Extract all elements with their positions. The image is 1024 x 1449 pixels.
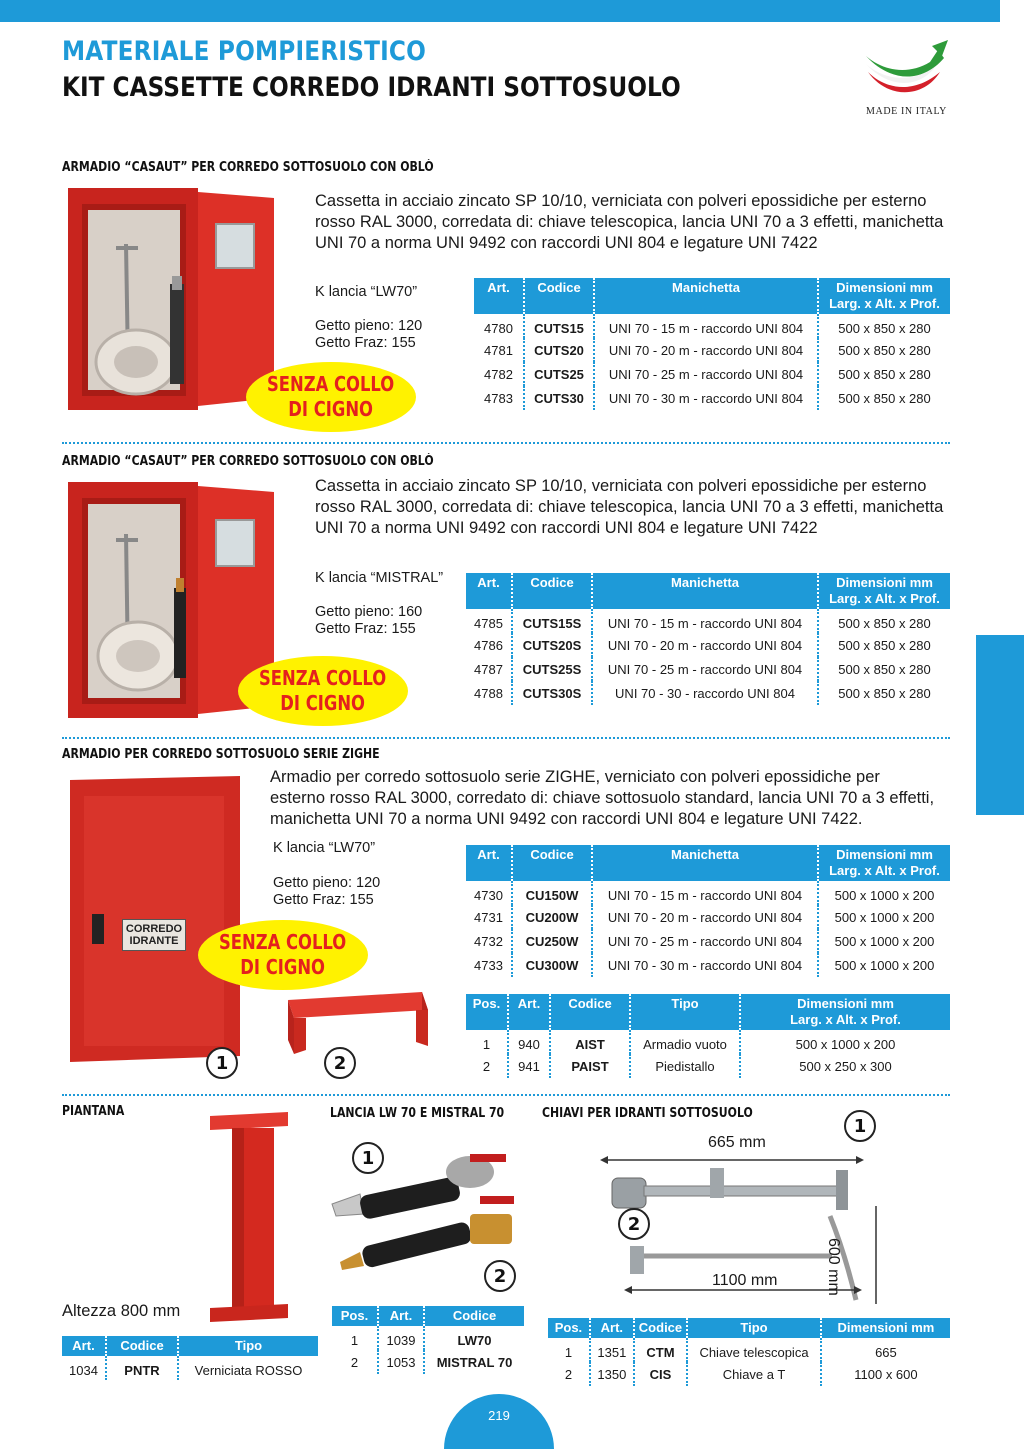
cell-art: 1351 bbox=[590, 1338, 634, 1362]
description-line: Cassetta in acciaio zincato SP 10/10, verniciata con polveri epossidiche per esterno bbox=[315, 477, 927, 495]
made-in-italy-label: MADE IN ITALY bbox=[866, 106, 947, 117]
badge-line1: SENZA COLLO bbox=[267, 372, 395, 396]
dim-header-line1: Dimensioni mm bbox=[797, 996, 894, 1011]
section1-getto-pieno: Getto pieno: 120 bbox=[315, 318, 423, 334]
description-line: esterno rosso RAL 3000, corredato di: chiave sottosuolo standard, lancia UNI 70 a 3 effetti, bbox=[270, 789, 935, 807]
cell-dimensioni: 665 bbox=[821, 1338, 950, 1362]
cell-codice: CU250W bbox=[512, 929, 592, 953]
section2-heading: ARMADIO “CASAUT” PER CORREDO SOTTOSUOLO CON OBLÒ bbox=[62, 454, 434, 469]
table-row bbox=[474, 362, 950, 386]
cell-dimensioni: 500 x 850 x 280 bbox=[818, 657, 950, 681]
cell-art: 1034 bbox=[69, 1362, 98, 1378]
col-pos: Pos. bbox=[332, 1306, 378, 1326]
cell-dimensioni: 500 x 1000 x 200 bbox=[818, 929, 950, 953]
col-codice: Codice bbox=[634, 1318, 687, 1338]
col-dimensioni bbox=[818, 278, 950, 314]
table-row bbox=[466, 905, 950, 929]
cell-codice: AIST bbox=[550, 1030, 630, 1054]
col-codice: Codice bbox=[512, 845, 592, 881]
dim-header-line1: Dimensioni mm bbox=[836, 280, 933, 295]
section3-getto-fraz: Getto Fraz: 155 bbox=[273, 892, 374, 908]
cell-art: 4781 bbox=[484, 342, 513, 358]
side-tab-marker bbox=[976, 635, 1024, 815]
cell-codice: PNTR bbox=[106, 1356, 178, 1380]
description-line: UNI 70 a norma UNI 9492 con raccordi UNI 804 e legature UNI 7422 bbox=[315, 234, 818, 252]
badge-line1: SENZA COLLO bbox=[259, 666, 387, 690]
cell-codice: MISTRAL 70 bbox=[424, 1350, 524, 1374]
dim-header-line1: Dimensioni mm bbox=[836, 847, 933, 862]
cell-dimensioni: 500 x 850 x 280 bbox=[818, 362, 950, 386]
section-separator bbox=[62, 737, 950, 739]
cell-dimensioni: 500 x 250 x 300 bbox=[740, 1054, 950, 1078]
italian-flag-logo bbox=[862, 36, 952, 106]
cell-dimensioni: 500 x 850 x 280 bbox=[818, 338, 950, 362]
table-row bbox=[466, 609, 950, 633]
section2-getto-fraz: Getto Fraz: 155 bbox=[315, 621, 416, 637]
table-row bbox=[474, 338, 950, 362]
table-row bbox=[466, 1054, 950, 1078]
cell-codice: CUTS15S bbox=[512, 609, 592, 633]
dim-665: 665 mm bbox=[708, 1134, 766, 1151]
cell-pos: 1 bbox=[482, 1036, 491, 1052]
badge-line2: DI CIGNO bbox=[280, 691, 366, 715]
cabinet-label-plate bbox=[122, 919, 186, 951]
badge-line1: SENZA COLLO bbox=[219, 930, 347, 954]
table-row bbox=[332, 1326, 524, 1350]
chiavi-label-1: 1 bbox=[844, 1110, 876, 1142]
section3-pos-table bbox=[466, 994, 950, 1078]
cell-tipo: Armadio vuoto bbox=[630, 1030, 740, 1054]
page-number-badge bbox=[444, 1394, 554, 1449]
cell-art: 4733 bbox=[474, 957, 503, 973]
col-tipo: Tipo bbox=[178, 1336, 318, 1356]
position-label-1: 1 bbox=[206, 1047, 238, 1079]
col-codice: Codice bbox=[106, 1336, 178, 1356]
col-art: Art. bbox=[466, 845, 512, 881]
table-row bbox=[474, 314, 950, 338]
section1-heading: ARMADIO “CASAUT” PER CORREDO SOTTOSUOLO CON OBLÒ bbox=[62, 160, 434, 175]
table-row bbox=[466, 953, 950, 977]
table-row bbox=[474, 386, 950, 410]
table-row bbox=[548, 1362, 950, 1386]
cell-pos: 2 bbox=[482, 1058, 491, 1074]
dim-header-line1: Dimensioni mm bbox=[836, 575, 933, 590]
cell-dimensioni: 500 x 1000 x 200 bbox=[818, 905, 950, 929]
cell-art: 4788 bbox=[474, 685, 503, 701]
table-row bbox=[548, 1338, 950, 1362]
lancia-table bbox=[332, 1306, 524, 1374]
description-line: Cassetta in acciaio zincato SP 10/10, verniciata con polveri epossidiche per esterno bbox=[315, 192, 927, 210]
cell-dimensioni: 500 x 1000 x 200 bbox=[740, 1030, 950, 1054]
col-manichetta: Manichetta bbox=[592, 845, 818, 881]
senza-collo-di-cigno-badge bbox=[198, 920, 368, 990]
cell-art: 4780 bbox=[484, 320, 513, 336]
cell-codice: CU200W bbox=[512, 905, 592, 929]
cell-tipo: Piedistallo bbox=[630, 1054, 740, 1078]
lancia-label-2: 2 bbox=[484, 1260, 516, 1292]
cell-codice: CIS bbox=[634, 1362, 687, 1386]
col-dimensioni bbox=[818, 573, 950, 609]
table-row bbox=[466, 657, 950, 681]
col-codice: Codice bbox=[524, 278, 594, 314]
dim-600: 600 mm bbox=[825, 1238, 842, 1296]
page-number: 219 bbox=[488, 1408, 510, 1423]
col-manichetta: Manichetta bbox=[594, 278, 818, 314]
cell-art: 4785 bbox=[474, 615, 503, 631]
cabinet-label-line2: IDRANTE bbox=[129, 935, 179, 947]
cell-dimensioni: 500 x 850 x 280 bbox=[818, 386, 950, 410]
col-codice: Codice bbox=[550, 994, 630, 1030]
cell-codice: LW70 bbox=[424, 1326, 524, 1350]
cell-art: 941 bbox=[508, 1054, 550, 1078]
cell-dimensioni: 500 x 850 x 280 bbox=[818, 681, 950, 705]
section2-getto-pieno: Getto pieno: 160 bbox=[315, 604, 423, 620]
col-art: Art. bbox=[474, 278, 524, 314]
description-line: Armadio per corredo sottosuolo serie ZIGHE, verniciato con polveri epossidiche per bbox=[270, 768, 880, 786]
badge-line2: DI CIGNO bbox=[288, 397, 374, 421]
col-codice: Codice bbox=[512, 573, 592, 609]
lancia-heading: LANCIA LW 70 E MISTRAL 70 bbox=[330, 1106, 505, 1121]
cell-dimensioni: 500 x 1000 x 200 bbox=[818, 881, 950, 905]
table-row bbox=[62, 1356, 318, 1380]
cell-dimensioni: 1100 x 600 bbox=[821, 1362, 950, 1386]
cell-art: 4782 bbox=[484, 366, 513, 382]
section1-k-value: K lancia “LW70” bbox=[315, 284, 418, 300]
cell-codice: CUTS15 bbox=[524, 314, 594, 338]
table-row bbox=[466, 633, 950, 657]
cell-codice: PAIST bbox=[550, 1054, 630, 1078]
cell-tipo: Verniciata ROSSO bbox=[178, 1356, 318, 1380]
cell-manichetta: UNI 70 - 25 m - raccordo UNI 804 bbox=[592, 929, 818, 953]
col-dimensioni bbox=[740, 994, 950, 1030]
dim-header-line2: Larg. x Alt. x Prof. bbox=[829, 296, 940, 311]
dim-header-line2: Larg. x Alt. x Prof. bbox=[790, 1012, 901, 1027]
cell-dimensioni: 500 x 850 x 280 bbox=[818, 609, 950, 633]
cell-pos: 1 bbox=[564, 1344, 573, 1360]
cell-pos: 2 bbox=[564, 1366, 573, 1382]
cell-codice: CUTS25 bbox=[524, 362, 594, 386]
section1-description bbox=[315, 191, 952, 254]
cell-manichetta: UNI 70 - 20 m - raccordo UNI 804 bbox=[594, 338, 818, 362]
senza-collo-di-cigno-badge bbox=[238, 656, 408, 726]
cell-manichetta: UNI 70 - 25 m - raccordo UNI 804 bbox=[592, 657, 818, 681]
piantana-image bbox=[206, 1112, 292, 1322]
cell-codice: CUTS30S bbox=[512, 681, 592, 705]
section2-k-value: K lancia “MISTRAL” bbox=[315, 570, 444, 586]
section3-k-value: K lancia “LW70” bbox=[273, 840, 376, 856]
section1-table bbox=[474, 278, 950, 410]
cell-tipo: Chiave a T bbox=[687, 1362, 821, 1386]
cell-art: 1039 bbox=[378, 1326, 424, 1350]
col-tipo: Tipo bbox=[630, 994, 740, 1030]
position-label-2: 2 bbox=[324, 1047, 356, 1079]
section3-table bbox=[466, 845, 950, 977]
cell-manichetta: UNI 70 - 20 m - raccordo UNI 804 bbox=[592, 905, 818, 929]
section2-description bbox=[315, 476, 952, 539]
description-line: rosso RAL 3000, corredata di: chiave telescopica, lancia UNI 70 a 3 effetti, manichetta bbox=[315, 213, 944, 231]
section3-getto-pieno: Getto pieno: 120 bbox=[273, 875, 381, 891]
dim-header-line2: Larg. x Alt. x Prof. bbox=[829, 591, 940, 606]
cell-art: 1350 bbox=[590, 1362, 634, 1386]
cell-art: 4732 bbox=[474, 933, 503, 949]
section-separator bbox=[62, 442, 950, 444]
description-line: UNI 70 a norma UNI 9492 con raccordi UNI 804 e legature UNI 7422 bbox=[315, 519, 818, 537]
cell-art: 4783 bbox=[484, 390, 513, 406]
col-dimensioni: Dimensioni mm bbox=[821, 1318, 950, 1338]
table-row bbox=[466, 929, 950, 953]
col-tipo: Tipo bbox=[687, 1318, 821, 1338]
col-codice: Codice bbox=[424, 1306, 524, 1326]
badge-line2: DI CIGNO bbox=[240, 955, 326, 979]
cell-codice: CUTS30 bbox=[524, 386, 594, 410]
col-manichetta: Manichetta bbox=[592, 573, 818, 609]
col-art: Art. bbox=[62, 1336, 106, 1356]
cell-art: 4730 bbox=[474, 887, 503, 903]
cell-manichetta: UNI 70 - 30 m - raccordo UNI 804 bbox=[594, 386, 818, 410]
description-line: manichetta UNI 70 a norma UNI 9492 con raccordi UNI 804 e legature UNI 7422. bbox=[270, 810, 863, 828]
col-dimensioni bbox=[818, 845, 950, 881]
section3-heading: ARMADIO PER CORREDO SOTTOSUOLO SERIE ZIGHE bbox=[62, 747, 380, 762]
cell-art: 4731 bbox=[474, 909, 503, 925]
section2-table bbox=[466, 573, 950, 705]
pedestal-image bbox=[282, 990, 430, 1056]
cabinet-casaut-lw70-image bbox=[66, 184, 276, 414]
cell-tipo: Chiave telescopica bbox=[687, 1338, 821, 1362]
table-row bbox=[466, 881, 950, 905]
col-art: Art. bbox=[466, 573, 512, 609]
cell-manichetta: UNI 70 - 15 m - raccordo UNI 804 bbox=[592, 609, 818, 633]
cell-manichetta: UNI 70 - 30 m - raccordo UNI 804 bbox=[592, 953, 818, 977]
cell-pos: 2 bbox=[350, 1354, 359, 1370]
cell-art: 4787 bbox=[474, 661, 503, 677]
cell-pos: 1 bbox=[350, 1332, 359, 1348]
section3-description bbox=[270, 767, 950, 830]
lancia-label-1: 1 bbox=[352, 1142, 384, 1174]
section-separator bbox=[62, 1094, 950, 1096]
table-row bbox=[466, 1030, 950, 1054]
col-art: Art. bbox=[590, 1318, 634, 1338]
cell-codice: CUTS20S bbox=[512, 633, 592, 657]
cell-dimensioni: 500 x 850 x 280 bbox=[818, 633, 950, 657]
col-art: Art. bbox=[508, 994, 550, 1030]
page-title: KIT CASSETTE CORREDO IDRANTI SOTTOSUOLO bbox=[62, 72, 681, 103]
piantana-table bbox=[62, 1336, 318, 1380]
chiavi-heading: CHIAVI PER IDRANTI SOTTOSUOLO bbox=[542, 1106, 753, 1121]
cell-manichetta: UNI 70 - 30 - raccordo UNI 804 bbox=[592, 681, 818, 705]
senza-collo-di-cigno-badge bbox=[246, 362, 416, 432]
section1-getto-fraz: Getto Fraz: 155 bbox=[315, 335, 416, 351]
cell-art: 940 bbox=[508, 1030, 550, 1054]
cell-codice: CU300W bbox=[512, 953, 592, 977]
col-pos: Pos. bbox=[466, 994, 508, 1030]
piantana-heading: PIANTANA bbox=[62, 1104, 125, 1119]
cell-codice: CUTS25S bbox=[512, 657, 592, 681]
dim-1100: 1100 mm bbox=[712, 1272, 778, 1289]
cell-manichetta: UNI 70 - 15 m - raccordo UNI 804 bbox=[592, 881, 818, 905]
col-pos: Pos. bbox=[548, 1318, 590, 1338]
cell-codice: CU150W bbox=[512, 881, 592, 905]
table-row bbox=[466, 681, 950, 705]
dim-header-line2: Larg. x Alt. x Prof. bbox=[829, 863, 940, 878]
cell-art: 1053 bbox=[378, 1350, 424, 1374]
top-accent-bar bbox=[0, 0, 1000, 22]
cell-manichetta: UNI 70 - 25 m - raccordo UNI 804 bbox=[594, 362, 818, 386]
col-art: Art. bbox=[378, 1306, 424, 1326]
cell-codice: CTM bbox=[634, 1338, 687, 1362]
cabinet-label-line1: CORREDO bbox=[125, 923, 183, 935]
cell-dimensioni: 500 x 850 x 280 bbox=[818, 314, 950, 338]
cell-manichetta: UNI 70 - 15 m - raccordo UNI 804 bbox=[594, 314, 818, 338]
cell-art: 4786 bbox=[474, 637, 503, 653]
page-title-category: MATERIALE POMPIERISTICO bbox=[62, 36, 427, 67]
chiavi-table bbox=[548, 1318, 950, 1386]
cell-codice: CUTS20 bbox=[524, 338, 594, 362]
table-row bbox=[332, 1350, 524, 1374]
cell-dimensioni: 500 x 1000 x 200 bbox=[818, 953, 950, 977]
piantana-altezza: Altezza 800 mm bbox=[62, 1302, 181, 1320]
chiavi-label-2: 2 bbox=[618, 1208, 650, 1240]
description-line: rosso RAL 3000, corredata di: chiave telescopica, lancia UNI 70 a 3 effetti, manichetta bbox=[315, 498, 944, 516]
cell-manichetta: UNI 70 - 20 m - raccordo UNI 804 bbox=[592, 633, 818, 657]
